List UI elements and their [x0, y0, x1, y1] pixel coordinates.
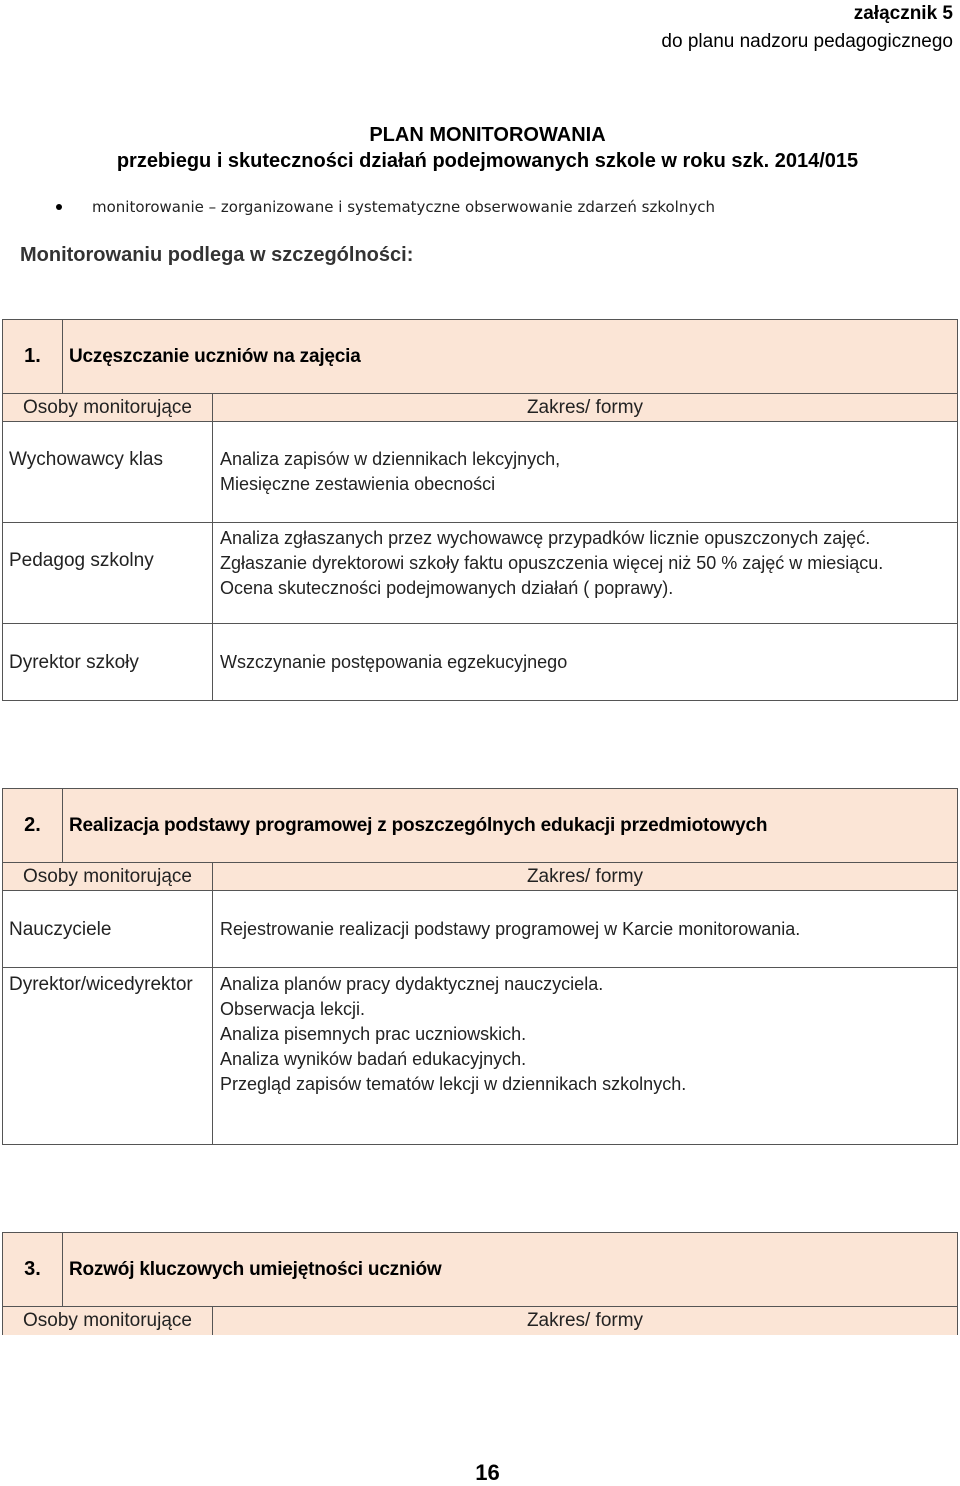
- column-header-row: [3, 1307, 957, 1335]
- subheading: Monitorowaniu podlega w szczególności:: [20, 244, 414, 266]
- person-label: Pedagog szkolny: [9, 550, 154, 571]
- person-cell: [3, 968, 213, 1145]
- scope-line: Analiza zgłaszanych przez wychowawcę przypadków licznie opuszczonych zajęć.: [220, 528, 871, 548]
- attachment-header: [661, 0, 953, 56]
- section-header: [3, 789, 957, 863]
- bullet-text: monitorowanie – zorganizowane i systematyczne obserwowanie zdarzeń szkolnych: [92, 198, 715, 216]
- scope-line: Ocena skuteczności podejmowanych działań ( poprawy).: [220, 578, 674, 598]
- scope-cell: [213, 523, 957, 623]
- scope-line: Analiza pisemnych prac uczniowskich.: [220, 1024, 527, 1044]
- scope-line: Przegląd zapisów tematów lekcji w dziennikach szkolnych.: [220, 1074, 687, 1094]
- document-title: [0, 122, 960, 174]
- scope-line: Analiza zapisów w dziennikach lekcyjnych,: [220, 449, 561, 469]
- scope-cell: [213, 891, 957, 967]
- column-header-persons: Osoby monitorujące: [3, 1307, 213, 1335]
- scope-line: Miesięczne zestawienia obecności: [220, 474, 496, 494]
- column-header-row: [3, 863, 957, 891]
- person-label: Nauczyciele: [9, 918, 112, 940]
- section-number: 3.: [3, 1233, 63, 1306]
- section-2: [2, 788, 958, 1145]
- person-label: Wychowawcy klas: [9, 449, 163, 470]
- section-title: Realizacja podstawy programowej z poszczególnych edukacji przedmiotowych: [69, 814, 768, 836]
- section-3: [2, 1232, 958, 1335]
- person-label: Dyrektor szkoły: [9, 652, 139, 673]
- person-cell: [3, 624, 213, 701]
- section-header: [3, 1233, 957, 1307]
- scope-line: Wszczynanie postępowania egzekucyjnego: [220, 652, 568, 672]
- bullet-dot-icon: [56, 204, 62, 210]
- person-cell: [3, 891, 213, 967]
- section-number: 1.: [3, 320, 63, 393]
- attachment-label: załącznik 5: [853, 3, 953, 24]
- page-number: 16: [475, 1460, 500, 1485]
- table-row: [3, 891, 957, 968]
- attachment-sublabel: do planu nadzoru pedagogicznego: [661, 31, 953, 52]
- section-number: 2.: [3, 789, 63, 862]
- section-header: [3, 320, 957, 394]
- scope-line: Zgłaszanie dyrektorowi szkoły faktu opuszczenia więcej niż 50 % zajęć w miesiącu.: [220, 553, 884, 573]
- column-header-persons: Osoby monitorujące: [3, 394, 213, 421]
- column-header-persons: Osoby monitorujące: [3, 863, 213, 890]
- table-row: [3, 624, 957, 701]
- column-header-row: [3, 394, 957, 422]
- scope-cell: [213, 968, 957, 1145]
- title-line-1: PLAN MONITOROWANIA: [369, 124, 606, 146]
- scope-line: Analiza planów pracy dydaktycznej nauczyciela.: [220, 974, 604, 994]
- column-header-scope: Zakres/ formy: [526, 396, 644, 418]
- column-header-scope: Zakres/ formy: [526, 1310, 644, 1331]
- section-title: Rozwój kluczowych umiejętności uczniów: [69, 1258, 442, 1280]
- person-label: Dyrektor/wicedyrektor: [9, 974, 193, 995]
- section-1: [2, 319, 958, 701]
- scope-cell: [213, 422, 957, 522]
- scope-line: Obserwacja lekcji.: [220, 999, 366, 1019]
- table-row: [3, 523, 957, 624]
- table-row: [3, 968, 957, 1145]
- table-row: [3, 422, 957, 523]
- section-title: Uczęszczanie uczniów na zajęcia: [69, 345, 361, 367]
- scope-line: Rejestrowanie realizacji podstawy programowej w Karcie monitorowania.: [220, 918, 801, 939]
- title-line-2: przebiegu i skuteczności działań podejmowanych szkole w roku szk. 2014/015: [116, 150, 859, 172]
- person-cell: [3, 422, 213, 522]
- scope-cell: [213, 624, 957, 701]
- scope-line: Analiza wyników badań edukacyjnych.: [220, 1049, 527, 1069]
- person-cell: [3, 523, 213, 623]
- column-header-scope: Zakres/ formy: [526, 865, 644, 887]
